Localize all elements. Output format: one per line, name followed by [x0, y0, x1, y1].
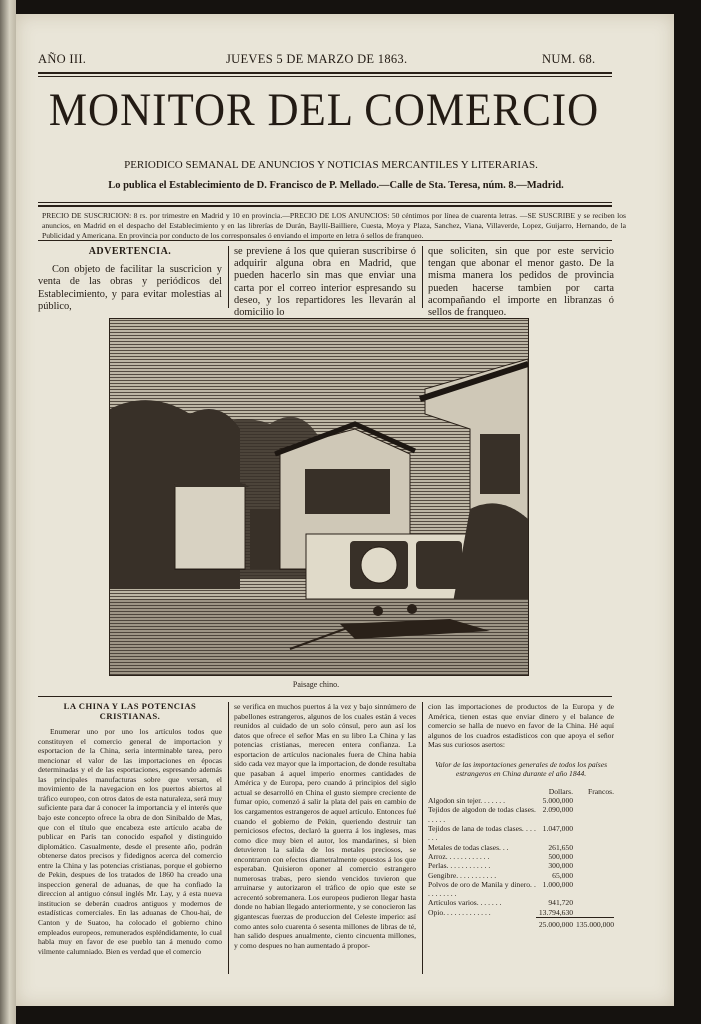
notice-rule-top [38, 202, 612, 203]
subscription-notice: PRECIO DE SUSCRICION: 8 rs. por trimestre en Madrid y 10 en provincia.—PRECIO DE LOS ANUNCIOS: 50 céntimos por línea de cuarenta letras. —SE SUSCRIBE y se reciben los anuncios, en Madrid en el despacho del Establecimiento y en las librerías de Durán, Bayllí-Bailliere, Cuesta, Moya y Plaza, Sanchez, Viana, Villaverde, Lopez, Guijarro, Hernando, de la Publicidad y Americana. En provincia por conducto de los corresponsales ó enviando el importe en letra ó sellos de franqueo. [42, 211, 626, 241]
advertencia-col-3 [428, 246, 614, 319]
total-francos: 135.000,000 [573, 917, 614, 929]
table-value-dollars: 300,000 [548, 861, 574, 871]
publisher-line: Lo publica el Establecimiento de D. Francisco de P. Mellado.—Calle de Sta. Teresa, núm. 8.—Madrid. [108, 180, 564, 191]
article-col-3 [428, 702, 614, 929]
article-col-1 [38, 702, 222, 956]
table-item-name: Tejidos de algodon de todas clases. . . . . . [428, 805, 536, 824]
table-value-dollars: 941,720 [548, 898, 574, 908]
header-rule-thin [38, 76, 612, 77]
newspaper-subtitle: PERIODICO SEMANAL DE ANUNCIOS Y NOTICIAS MERCANTILES Y LITERARIAS. [124, 159, 538, 171]
notice-rule-bottom [38, 240, 612, 241]
table-item-name: Perlas. . . . . . . . . . . . [428, 861, 491, 871]
engraving-illustration [110, 319, 528, 675]
table-item-name: Arroz. . . . . . . . . . . . [428, 851, 490, 861]
column-divider [422, 702, 423, 974]
article-col-2 [234, 702, 416, 950]
table-row [428, 824, 614, 843]
total-dollars: 25.000,000 [536, 917, 573, 929]
issue-date: JUEVES 5 DE MARZO DE 1863. [226, 52, 408, 66]
book-binding [0, 0, 16, 1024]
table-row [428, 796, 614, 805]
table-item-name: Polvos de oro de Manila y dinero. . . . . . . . . . [428, 879, 536, 899]
table-value-dollars: 500,000 [548, 851, 574, 861]
imports-table [428, 787, 614, 929]
section-rule [38, 696, 612, 697]
article-heading: LA CHINA Y LAS POTENCIAS CRISTIANAS. [63, 701, 197, 721]
article-text-3: cion las importaciones de productos de la Europa y de América, tienen estas que enviar dinero y el balance de comercio se halla de nuevo en favor de la China. Hé aquí algunos de los cuadros estadísticos con que apoya el señor Mas sus curiosos asertos: [428, 702, 614, 750]
column-divider [228, 246, 229, 308]
header-rule [38, 72, 612, 74]
article-text-2: se verifica en muchos puertos á la vez y bajo sinnúmero de pabellones estrangeros, algunos de los cuales están á veces reunidos al cuidado de un solo cónsul, pero aun así los datos que ofrece el señor Mas en su libro La China y las potencias cristianas, merecen entera confianza. La esportacion de artículos nacionales fuera de China habia sido cada vez mayor que la importacion, de donde resultaba que pasaban á aquel imperio enormes cantidades de América y de Europa, pero cuando á principios del siglo actual se desarrolló en China el gusto siempre creciente de fumar opio, comenzó á salir la plata del pais en cambio de los cargamentos estrangeros de aquel artículo. Entonces fué cuando el gobierno de Pekin, queriendo destruir tan perniciosos efectos, declaró la guerra á los ingleses, mas como dice muy bien el autor, los mandarines, si bien detuvieron la salida de los metales preciosos, se encontraron con efectos diametralmente opuestos á los que esperaban. Quisieron oponer al comercio estrangero numerosas trabas, pero siendo vencidos tuvieron que arruinarse y autorizaron el tráfico de opio que este se acrecentó sobremanera. Los europeos pudieron llegar hasta donde no habian llegado anteriormente, y se conocieron las gigantescas fuerzas de produccion del Celeste imperio: así como antes solo cuarenta ó sesenta millones de libras de té, han salido despues anualmente, ciento cincuenta millones, y como despues no han aumentado á propor- [234, 702, 416, 950]
table-total-row [428, 917, 614, 929]
figure-caption: Paisage chino. [292, 680, 340, 689]
table-row [428, 898, 614, 907]
table-value-francos [573, 898, 614, 907]
table-row [428, 871, 614, 880]
table-row [428, 852, 614, 861]
table-value-francos [573, 861, 614, 870]
table-item-name: Artículos varios. . . . . . . [428, 898, 502, 908]
advertencia-text-1: Con objeto de facilitar la suscricion y venta de las obras y periódicos del Establecimiento, y para evitar molestias al público, [38, 264, 222, 312]
table-value-dollars: 2.090,000 [542, 805, 574, 815]
table-value-dollars: 1.000,000 [542, 879, 574, 889]
table-value-dollars: 13.794,630 [538, 907, 574, 917]
advertencia-col-2 [234, 246, 416, 319]
article-text-1: Enumerar uno por uno los artículos todos que constituyen el comercio general de importacion y esportacion de la China, seria interminable tarea, pero mencionar el valor de las importaciones en épocas determinadas y el de las esportaciones, espresando además las principales manufacturas sobre que versan, el movimiento de la navegacion en los puertos abiertos al tráfico europeo, con otros datos de esta naturaleza, será muy suficiente para dar á conocer la importancia y el interés que bajo este concepto ofrece la obra de don Sinibaldo de Mas, que con el título que encabeza este artículo acaba de publicar en París tan conocido español y distinguido diplomático. Casualmente, desde el presente año, podrán obtenerse datos precisos y fidedignos acerca del comercio entre la China y las potencias cristianas, porque el gobierno de Pekin, despues de los tratados de 1860 ha creado una inspeccion general de aduanas, de que ha confiado la direccion al antiguo cónsul inglés Mr. Lay, y á esta nueva institucion se deberán cuadros antiguos y modernos de estadísticas comerciales. En las aduanas de Chou-hai, de Canton y de Suatoo, ha colocado el gobierno chino empleados europeos, remunerados espléndidamente, lo cual habla muy en favor de ese pueblo tan á menudo como vilmente calumniado. Bien es verdad que el comercio [38, 727, 222, 956]
column-divider [228, 702, 229, 974]
column-divider [422, 246, 423, 308]
table-value-dollars: 5.000,000 [542, 796, 574, 806]
chinese-landscape-engraving [109, 318, 529, 676]
issue-number: NUM. 68. [542, 52, 596, 66]
newspaper-title: MONITOR DEL COMERCIO [48, 85, 600, 136]
advertencia-text-2: se previene á los que quieran suscribirse ó adquirir alguna obra en Madrid, que pueden hacerlo sin mas que enviar una carta por el correo interior espresando su deseo, y los repartidores les llevarán al domicilio lo [234, 246, 416, 319]
table-value-francos [573, 824, 614, 843]
advertencia-heading: ADVERTENCIA. [88, 246, 172, 257]
table-value-dollars: 261,650 [548, 842, 574, 852]
table-value-francos [573, 852, 614, 861]
newspaper-page [16, 14, 674, 1006]
advertencia-text-3: que soliciten, sin que por este servicio tengan que abonar el menor gasto. De la misma manera los pedidos de provincia pueden hacerse tambien por carta acompañando el importe en libranzas ó sellos de franqueo. [428, 246, 614, 319]
table-value-francos [573, 880, 614, 899]
header-dollars: Dollars. [548, 786, 574, 796]
table-header-row [428, 787, 614, 796]
table-row [428, 805, 614, 824]
header-francos: Francos. [588, 786, 614, 796]
table-value-francos [573, 796, 614, 805]
table-item-name: Gengibre. . . . . . . . . . . [428, 870, 497, 880]
table-row [428, 843, 614, 852]
issue-year: AÑO III. [38, 52, 87, 66]
table-value-francos [573, 805, 614, 824]
table-value-francos [573, 843, 614, 852]
advertencia-col-1 [38, 246, 222, 313]
table-item-name: Algodon sin tejer. . . . . . . [428, 796, 505, 806]
table-value-francos [573, 871, 614, 880]
notice-rule-top-thick [38, 205, 612, 207]
table-item-name: Metales de todas clases. . . [428, 842, 509, 852]
table-row [428, 861, 614, 870]
table-value-francos [573, 908, 614, 918]
table-item-name: Tejidos de lana de todas clases. . . . . . . [428, 824, 536, 843]
table-title: Valor de las importaciones generales de todos los países estrangeros en China durante el año 1844. [434, 759, 608, 779]
table-row [428, 880, 614, 899]
table-value-dollars: 65,000 [552, 870, 574, 880]
table-row [428, 908, 614, 918]
table-item-name: Opio. . . . . . . . . . . . . [428, 907, 491, 917]
table-value-dollars: 1.047,000 [542, 824, 574, 834]
